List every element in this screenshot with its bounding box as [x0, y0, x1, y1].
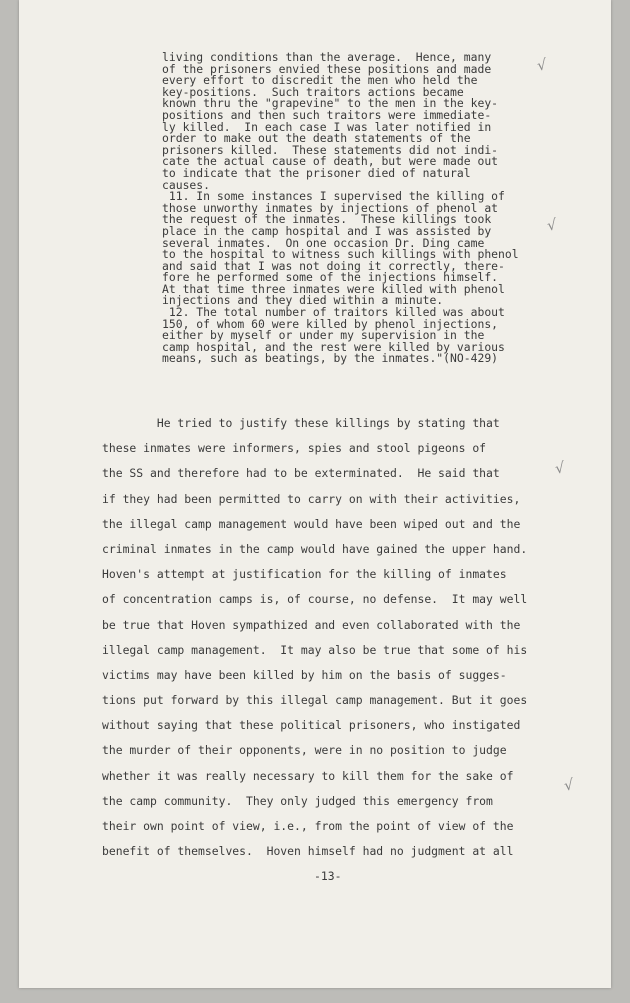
- document-page: [19, 0, 611, 988]
- quote-line: place in the camp hospital and I was assisted by: [162, 223, 492, 238]
- body-line: victims may have been killed by him on the basis of sugges-: [102, 667, 507, 682]
- quote-line: to the hospital to witness such killings with phenol: [162, 247, 519, 262]
- check-mark-icon: √: [553, 458, 566, 478]
- quote-line: 12. The total number of traitors killed was about: [162, 305, 505, 320]
- quoted-affidavit: [162, 52, 554, 365]
- quote-line: 11. In some instances I supervised the killing of: [162, 189, 505, 204]
- quote-line: the request of the inmates. These killings took: [162, 212, 492, 227]
- quote-line: fore he performed some of the injections himself.: [162, 270, 499, 285]
- body-line: the camp community. They only judged this emergency from: [102, 793, 493, 808]
- quote-line: positions and then such traitors were immediate-: [162, 107, 492, 122]
- quote-line: means, such as beatings, by the inmates."(NO-429): [162, 351, 499, 366]
- quote-line: injections and they died within a minute.: [162, 293, 444, 308]
- quote-line: At that time three inmates were killed with phenol: [162, 281, 505, 296]
- quote-line: camp hospital, and the rest were killed by various: [162, 339, 505, 354]
- quote-line: known thru the "grapevine" to the men in the key-: [162, 96, 499, 111]
- quote-line: prisoners killed. These statements did not indi-: [162, 142, 499, 157]
- quote-line: either by myself or under my supervision in the: [162, 328, 485, 343]
- body-line: the SS and therefore had to be exterminated. He said that: [102, 466, 500, 481]
- body-paragraph: [102, 411, 572, 864]
- body-line: Hoven's attempt at justification for the killing of inmates: [102, 567, 507, 582]
- quote-line: living conditions than the average. Hence, many: [162, 50, 492, 64]
- body-line: tions put forward by this illegal camp management. But it goes: [102, 693, 528, 708]
- quote-line: ly killed. In each case I was later notified in: [162, 119, 492, 134]
- body-line: benefit of themselves. Hoven himself had no judgment at all: [102, 844, 514, 859]
- body-line: the illegal camp management would have been wiped out and the: [102, 516, 521, 531]
- body-line: their own point of view, i.e., from the point of view of the: [102, 819, 514, 833]
- check-mark-icon: √: [535, 55, 548, 75]
- quote-line: those unworthy inmates by injections of phenol at: [162, 200, 499, 215]
- body-line: without saying that these political prisoners, who instigated: [102, 718, 521, 733]
- quote-line: several inmates. On one occasion Dr. Ding came: [162, 235, 485, 250]
- body-line: criminal inmates in the camp would have gained the upper hand.: [102, 541, 528, 556]
- quote-line: order to make out the death statements of the: [162, 131, 471, 146]
- body-line: illegal camp management. It may also be true that some of his: [102, 642, 528, 657]
- quote-line: every effort to discredit the men who held the: [162, 73, 478, 88]
- body-line: He tried to justify these killings by stating that: [102, 416, 500, 430]
- quote-line: cate the actual cause of death, but were made out: [162, 154, 499, 169]
- body-line: these inmates were informers, spies and stool pigeons of: [102, 441, 487, 456]
- quote-line: key-positions. Such traitors actions became: [162, 84, 464, 99]
- body-line: of concentration camps is, of course, no defense. It may well: [102, 592, 528, 607]
- quote-line: 150, of whom 60 were killed by phenol injections,: [162, 316, 499, 331]
- body-line: if they had been permitted to carry on with their activities,: [102, 491, 521, 506]
- check-mark-icon: √: [545, 215, 558, 235]
- quote-line: and said that I was not doing it correctly, there-: [162, 258, 505, 273]
- page-number: -13-: [314, 869, 342, 883]
- body-line: be true that Hoven sympathized and even collaborated with the: [102, 617, 521, 632]
- quote-line: of the prisoners envied these positions and made: [162, 61, 492, 76]
- body-line: the murder of their opponents, were in no position to judge: [102, 743, 507, 758]
- quote-line: causes.: [162, 177, 211, 192]
- body-line: whether it was really necessary to kill them for the sake of: [102, 768, 514, 783]
- check-mark-icon: √: [562, 775, 575, 795]
- quote-line: to indicate that the prisoner died of natural: [162, 165, 471, 180]
